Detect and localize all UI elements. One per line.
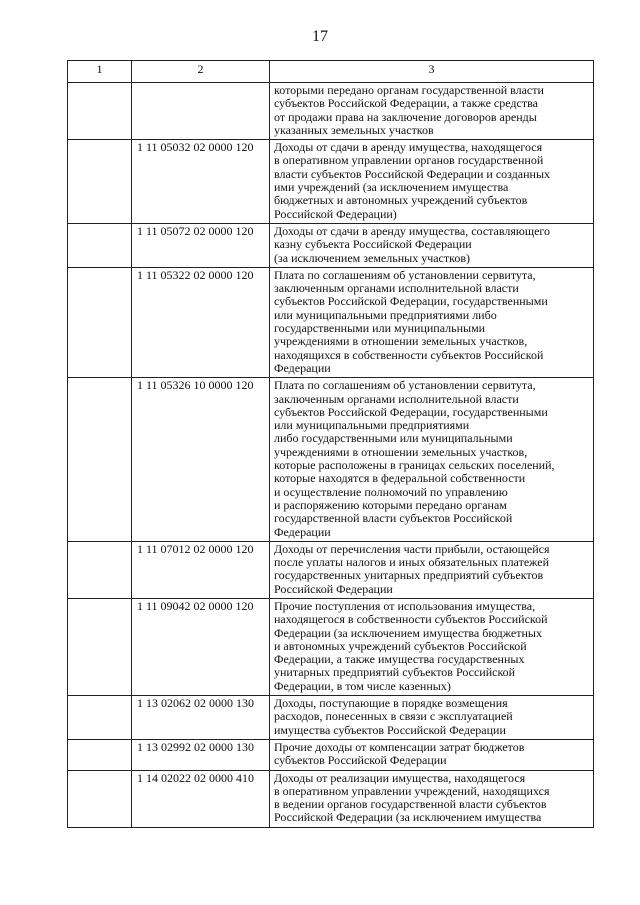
revenue-code: 1 13 02992 02 0000 130 (132, 739, 270, 770)
revenue-code (132, 83, 270, 140)
revenue-code: 1 11 09042 02 0000 120 (132, 598, 270, 695)
revenue-code: 1 13 02062 02 0000 130 (132, 696, 270, 740)
row-empty-cell (68, 739, 132, 770)
table-row (68, 83, 594, 140)
row-empty-cell (68, 378, 132, 542)
table-row (68, 770, 594, 827)
column-header-2: 2 (132, 61, 270, 83)
table-row (68, 223, 594, 267)
table-row (68, 541, 594, 598)
revenue-description: Доходы, поступающие в порядке возмещения расходов, понесенных в связи с эксплуатацией имущества субъектов Российской Федерации (270, 696, 594, 740)
row-empty-cell (68, 83, 132, 140)
revenue-description: Прочие доходы от компенсации затрат бюджетов субъектов Российской Федерации (270, 739, 594, 770)
column-header-1: 1 (68, 61, 132, 83)
revenue-description: Доходы от сдачи в аренду имущества, находящегося в оперативном управлении органов государственной власти субъектов Российской Федерации и созданных ими учреждений (за исключением имущества бюджетных и автономных учреждений субъектов Российской Федерации) (270, 140, 594, 224)
revenue-code: 1 11 07012 02 0000 120 (132, 541, 270, 598)
page-number: 17 (312, 28, 328, 45)
column-header-3: 3 (270, 61, 594, 83)
row-empty-cell (68, 770, 132, 827)
revenue-description: Плата по соглашениям об установлении сервитута, заключенным органами исполнительной власти субъектов Российской Федерации, государственными или муниципальными предприятиями либо государственными или муниципальными учреждениями в отношении земельных участков, которые расположены в границах сельских поселений, которые находятся в федеральной собственности и осуществление полномочий по управлению и распоряжению которыми передано органам государственной власти субъектов Российской Федерации (270, 378, 594, 542)
revenue-codes-table (67, 60, 594, 828)
revenue-code: 1 11 05072 02 0000 120 (132, 223, 270, 267)
table-row (68, 378, 594, 542)
row-empty-cell (68, 223, 132, 267)
row-empty-cell (68, 140, 132, 224)
table-row (68, 140, 594, 224)
table-row (68, 267, 594, 377)
revenue-code: 1 11 05032 02 0000 120 (132, 140, 270, 224)
revenue-description: Доходы от реализации имущества, находящегося в оперативном управлении учреждений, находящихся в ведении органов государственной власти субъектов Российской Федерации (за исключением имущества (270, 770, 594, 827)
revenue-description: которыми передано органам государственной власти субъектов Российской Федерации, а также средства от продажи права на заключение договоров аренды указанных земельных участков (270, 83, 594, 140)
revenue-description: Прочие поступления от использования имущества, находящегося в собственности субъектов Российской Федерации (за исключением имущества бюджетных и автономных учреждений субъектов Российской Федерации, а также имущества государственных унитарных предприятий субъектов Российской Федерации, в том числе казенных) (270, 598, 594, 695)
row-empty-cell (68, 267, 132, 377)
table-header-row (68, 61, 594, 83)
revenue-description: Доходы от перечисления части прибыли, остающейся после уплаты налогов и иных обязательных платежей государственных унитарных предприятий субъектов Российской Федерации (270, 541, 594, 598)
revenue-code: 1 11 05326 10 0000 120 (132, 378, 270, 542)
row-empty-cell (68, 696, 132, 740)
table-row (68, 696, 594, 740)
revenue-code: 1 11 05322 02 0000 120 (132, 267, 270, 377)
table-row (68, 739, 594, 770)
row-empty-cell (68, 541, 132, 598)
revenue-code: 1 14 02022 02 0000 410 (132, 770, 270, 827)
revenue-description: Доходы от сдачи в аренду имущества, составляющего казну субъекта Российской Федерации (за исключением земельных участков) (270, 223, 594, 267)
table-row (68, 598, 594, 695)
row-empty-cell (68, 598, 132, 695)
revenue-description: Плата по соглашениям об установлении сервитута, заключенным органами исполнительной власти субъектов Российской Федерации, государственными или муниципальными предприятиями либо государственными или муниципальными учреждениями в отношении земельных участков, находящихся в собственности субъектов Российской Федерации (270, 267, 594, 377)
